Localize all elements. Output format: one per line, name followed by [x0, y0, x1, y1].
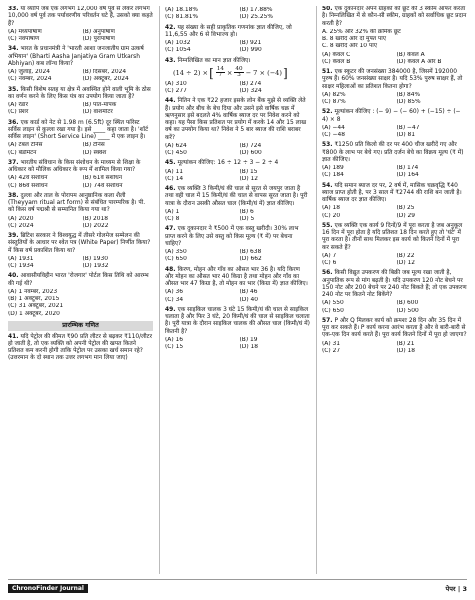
- question: [8, 160, 153, 190]
- question-text-line: [8, 233, 153, 255]
- question: [322, 183, 467, 220]
- answer-option: (B) टेनिस: [82, 142, 105, 149]
- answer-option: (A) 18: [322, 205, 340, 212]
- options-list: [322, 52, 467, 67]
- answer-option: (B) 21: [396, 340, 415, 347]
- question-text-line: [322, 270, 467, 299]
- options-list: [8, 256, 153, 271]
- math-glyph: − 7 × (−4): [245, 68, 282, 77]
- answer-option: (A) 1 नवम्बर, 2023: [8, 288, 58, 295]
- answer-option: (A) मध्यपाषाण: [8, 28, 42, 35]
- answer-option: (C) बैडमिंटन: [8, 149, 37, 156]
- answer-option: (B) 84%: [396, 91, 421, 98]
- options-list: [165, 249, 310, 264]
- question-text: या व्यापि जब एक लगभग 12,000 वर्ष पूर्व से लेकर लगभग 10,000 वर्ष पूर्व तक पर्यावरणीय परिवर्तन घटे हैं, उसको क्या कहते हैं?: [8, 6, 153, 27]
- answer-option: (B) पात-मापक: [82, 102, 117, 108]
- question: [8, 193, 153, 230]
- question-text-line: [322, 223, 467, 252]
- options-list: [165, 81, 310, 96]
- answer-option: (C) 14: [165, 175, 184, 182]
- answer-option: A. 25% और 32% की क्रमिक छूट: [322, 28, 401, 35]
- question: [165, 267, 310, 304]
- options-list: [165, 7, 310, 22]
- question-text: एक स्कूटर की जनसंख्या 384000 है, जिसमें 192000 पुरुष हैं। 60% जनसंख्या साक्षर है। यदि 53% पुरुष साक्षर हैं, तो साक्षर महिलाओं का प्रतिशत कितना होगा?: [322, 69, 463, 90]
- options-list: [322, 341, 467, 356]
- math-glyph: 3: [237, 72, 241, 79]
- question-number: 50.: [322, 6, 333, 12]
- question-number: 47.: [165, 226, 176, 233]
- answer-option: (D) पुरापाषाण: [82, 36, 115, 42]
- question-number: 38.: [8, 192, 19, 199]
- answer-option: (D) 990: [239, 47, 262, 54]
- question-number: 48.: [165, 266, 176, 273]
- answer-option: (D) 500: [396, 307, 419, 314]
- answer-option: (D) केवल A और B: [396, 58, 442, 65]
- answer-option: (C) 27: [322, 347, 341, 354]
- options-list: [8, 216, 153, 231]
- question-text: एक दुकानदार अपने ग्राहकों को छूट की 3 स्कीम ऑफर करता है। निम्नलिखित में से कौन-सी स्कीम, ग्राहकों को सर्वाधिक छूट प्रदान करती है?: [322, 6, 467, 27]
- question-text: नितिन ने एक ₹22 हजार इसके लोन बैंक मुझे से व्यक्ति लेते हैं। प्रयोग और बीच के बेच दिया और उसने इसे वार्षिक चक्र में ऋणनुसार इसे बदलते 4% वार्षिक ब्याज दर पर निवेश करने को कहा। यह पैसा किस प्रतिशत पर प्रयोग में करके 14 और 15 लाख वर्ष का उपयोग किया था? निवेश ने 5 बार ब्याज की राशि बराबर करें?: [165, 98, 307, 141]
- answer-option: (A) 1: [165, 208, 180, 215]
- answer-option: (B) 921: [239, 40, 262, 46]
- options-list: [8, 102, 153, 117]
- question-number: 41.: [8, 333, 19, 340]
- question: [322, 318, 467, 355]
- question-number: 42.: [165, 24, 176, 31]
- answer-option: (D) 12: [239, 175, 259, 182]
- question-text-line: [8, 87, 153, 102]
- answer-option: (A) 2020: [8, 215, 34, 222]
- question-text: मूल्यांकन कीजिए : (− 9) − (− 60) + (−15) ÷ (− 4) × 8: [322, 109, 461, 123]
- question: [8, 120, 153, 157]
- question: [322, 6, 467, 66]
- page-number: पेपर | 3: [445, 584, 467, 593]
- answer-option: (A) 7: [322, 252, 337, 259]
- answer-option: (A) केवल C: [322, 51, 351, 58]
- answer-option: (D) 164: [396, 172, 419, 179]
- question-number: 45.: [165, 160, 176, 167]
- question: [8, 233, 153, 270]
- answer-option: (D) स्क्वैश: [82, 149, 107, 156]
- math-glyph: 14: [216, 65, 224, 72]
- math-glyph: (14 ÷ 2) ×: [173, 68, 209, 77]
- answer-option: (D) 324: [239, 88, 262, 95]
- answer-option: (C) 450: [165, 150, 187, 157]
- answer-option: (B) 724: [239, 142, 262, 149]
- question-text: एक व्यक्ति 3 किमी/घं की चाल से सूरत से जयपुर जाता है तथा वही चाल में 15 किमी/घं की चाल से वापस सूरत जाता है। पूरी यात्रा के दौरान उसकी औसत चाल (किमी/घं में) ज्ञात कीजिए।: [165, 186, 308, 207]
- answer-option: (B) अनुपाषाण: [82, 28, 115, 35]
- question: [165, 7, 310, 22]
- question-number: 54.: [322, 182, 333, 189]
- options-list: [165, 169, 310, 184]
- answer-option: (A) 36: [165, 289, 183, 296]
- answer-option: (D) 1 अक्टूबर, 2020: [8, 310, 60, 317]
- options-list: [322, 125, 467, 140]
- answer-option: (A) 1032: [165, 40, 191, 46]
- question: [165, 307, 310, 352]
- question-text-line: [165, 160, 310, 167]
- answer-option: (A) 42वें संशोधन: [8, 175, 48, 182]
- question: [322, 109, 467, 139]
- question-text: एक साइकिल चालक 3 घंटे 15 किमी/घं की चाल से साइकिल चलाता है और फिर 3 घंटे, 20 किमी/घं की चाल से साइकिल चलाता है। पूरी यात्रा के दौरान साइकिल चालक की औसत चाल (किमी/घं में) कितनी है?: [165, 306, 310, 335]
- answer-option: (C) −48: [322, 132, 346, 138]
- answer-option: (C) 31 अक्टूबर, 2021: [8, 303, 64, 310]
- answer-option: (C) 650: [322, 307, 344, 314]
- answer-option: (B) 19: [239, 336, 258, 343]
- question: [165, 58, 310, 96]
- question: [165, 186, 310, 223]
- answer-option: (C) 2024: [8, 222, 34, 229]
- question: [8, 6, 153, 43]
- answer-option: (B) −47: [396, 124, 420, 131]
- answer-option: (B) केवल A: [396, 51, 425, 58]
- answer-option: (C) प्रेशर: [8, 109, 29, 116]
- question-text-line: [322, 6, 467, 28]
- math-glyph: [: [209, 65, 214, 80]
- question-number: 53.: [322, 142, 333, 149]
- question: [165, 160, 310, 183]
- question-text-line: [165, 25, 310, 40]
- options-list: [8, 142, 153, 157]
- options-list: [322, 253, 467, 268]
- answer-option: (C) 1934: [8, 263, 34, 269]
- question: [322, 69, 467, 106]
- question-number: 34.: [8, 46, 19, 53]
- question-number: 55.: [322, 222, 333, 229]
- math-glyph: ]: [282, 65, 288, 80]
- answer-option: (B) 17.88%: [239, 7, 273, 13]
- answer-option: (D) 12: [396, 260, 416, 266]
- question-text-line: [165, 267, 310, 289]
- question-text: ब्रिटिश सरकार ने विश्वयुद्ध में तीसरे गोलमेज सम्मेलन की संस्तुतियों के आधार पर श्वेत पत्र (White Paper) निर्णीत किया? में किस वर्ष प्रकाशित किया था?: [8, 233, 151, 254]
- answer-option: (A) −44: [322, 124, 345, 131]
- question-text-line: [8, 120, 153, 142]
- answer-option: (D) 18: [239, 344, 259, 351]
- question: [8, 46, 153, 83]
- question: [165, 25, 310, 55]
- options-list: [322, 165, 467, 180]
- question-text-line: [8, 6, 153, 28]
- answer-option: (D) 2022: [82, 222, 109, 229]
- column-middle: [159, 6, 310, 574]
- answer-option: (B) 25: [396, 205, 415, 212]
- answer-option: (B) 1930: [82, 255, 109, 262]
- answer-option: (A) 1931: [8, 255, 34, 262]
- answer-option: (A) 624: [165, 142, 187, 149]
- question: [8, 87, 153, 117]
- answer-option: (C) नवम्बर, 2024: [8, 76, 52, 83]
- answer-option: (D) 662: [239, 256, 262, 263]
- question-text-line: [8, 160, 153, 175]
- answer-option: (C) 15: [165, 344, 184, 351]
- question-text-line: [165, 58, 310, 65]
- answer-option: (B) 46: [239, 289, 258, 296]
- answer-option: (B) दिसंबर, 2024: [82, 69, 127, 75]
- question-text-line: [8, 193, 153, 215]
- answer-option: (A) 18.18%: [165, 7, 198, 13]
- answer-option: (D) 1932: [82, 263, 109, 269]
- question-number: 35.: [8, 86, 19, 93]
- answer-option: (A) 189: [322, 165, 344, 171]
- answer-option: (B) 274: [239, 80, 262, 87]
- answer-option: (C) 87%: [322, 99, 346, 105]
- question-text: एक दुकानदार ने ₹500 में एक वस्तु खरीदी। 30% लाभ प्राप्त करने के लिए उसे वस्तु को किस मूल्य (₹ में) पर बेचना चाहिए?: [165, 226, 299, 247]
- question-text: एक कार्ड को नेट से 1.98 m (6.5ft) दूर स्थित फॉरेस्ट सर्विस लाइन से कुल्ला रखा गया है। इसे ____ कहा जाता है। 'शॉर्ट सर्विस लाइन' (Short Service Line) ____ में एक लाइन है।: [8, 119, 149, 140]
- answer-option: (C) 1054: [165, 47, 191, 54]
- answer-option: (A) टेबल टेनिस: [8, 142, 43, 149]
- options-list: [322, 92, 467, 107]
- answer-option: (B) 22: [396, 252, 415, 259]
- question-number: 37.: [8, 159, 19, 166]
- answer-option: (B) 6: [239, 208, 254, 215]
- question: [322, 223, 467, 268]
- answer-option: (C) 184: [322, 172, 344, 179]
- question-text: भारत के प्रधानमंत्री ने 'भारती आशा जनजातीय ग्राम उत्कर्ष अभियान' (Bharti Aasha Janjatiya Gram Utkarsh Abhiyan) कब लॉन्च किया?: [8, 46, 144, 67]
- column-left: [8, 6, 153, 574]
- question-text: भारतीय संविधान के किस संशोधन के माध्यम से शिक्षा के अधिकार को मौलिक अधिकार के रूप में शामिल किया गया?: [8, 159, 141, 173]
- math-glyph: ×: [226, 68, 233, 77]
- question: [165, 98, 310, 157]
- question-text-line: [165, 186, 310, 208]
- question-text: P और Q मिलकर कार्य को क्रमशः 28 दिन और 35 दिन में पूरा कर सकते हैं। P कार्य करना आरंभ करता है और वे बारी-बारी से एक-एक दिन कार्य करते हैं। पूरा कार्य कितने दिनों में पूरा हो जाएगा?: [322, 317, 467, 339]
- answer-option: (B) 15: [239, 168, 258, 175]
- question-text: आवासीयविहीन भारत 'रोजगार' पोर्टल किस तिथि को आरम्भ की गई थी?: [8, 273, 149, 287]
- options-list: [165, 40, 310, 55]
- answer-option: (A) 550: [322, 300, 344, 307]
- answer-option: (C) 8: [165, 216, 180, 223]
- question-text-line: [322, 183, 467, 205]
- question-text-line: [165, 226, 310, 248]
- question-text: निम्नलिखित का मान ज्ञात कीजिए।: [177, 57, 251, 64]
- math-glyph: 7: [218, 72, 223, 79]
- question-number: 56.: [322, 270, 333, 277]
- column-right: [316, 6, 467, 574]
- question-text: यदि समान ब्याज दर पर, 2 वर्ष में, मासिक चक्रवृद्धि ₹40 ब्याज प्राप्त होती है, पर 3 साल में ₹2744 की राशि बन जाती है। वार्षिक ब्याज दर ज्ञात कीजिए।: [322, 182, 462, 203]
- question: [322, 270, 467, 315]
- answer-option: (D) 74वें संशोधन: [82, 182, 123, 189]
- section-heading: प्रारम्भिक गणित: [8, 321, 153, 331]
- answer-option: (D) 18: [396, 347, 416, 354]
- answer-option: (D) 25.25%: [239, 14, 273, 21]
- options-list: [165, 143, 310, 158]
- math-glyph: 40: [235, 65, 243, 72]
- answer-option: (C) 6: [322, 260, 337, 266]
- answer-option: (A) 16: [165, 336, 183, 343]
- question-number: 40.: [8, 273, 19, 280]
- answer-option: (D) अक्टूबर, 2024: [82, 76, 129, 83]
- page-footer: [8, 579, 467, 596]
- question-number: 46.: [165, 186, 176, 193]
- question-text: दुल्ला और ताल के पोरापम आनुष्ठानिक कला शैली (Theyyam ritual art form) से संबंधित पारम्परिक है। पी. को किस वर्ष पद्मश्री से सम्मानित किया गया था?: [8, 192, 146, 214]
- question-text-line: [322, 69, 467, 91]
- answer-option: (C) केवल B: [322, 58, 351, 65]
- question-number: 43.: [165, 57, 176, 64]
- answer-option: B. 8 खरीदें और दो मुफ्त पाएं: [322, 36, 387, 42]
- answer-option: (D) 81: [396, 132, 416, 138]
- columns: [8, 6, 467, 574]
- options-list: [322, 29, 467, 51]
- question: [8, 273, 153, 318]
- question-text-line: [8, 334, 153, 363]
- options-list: [322, 300, 467, 315]
- question: [8, 334, 153, 363]
- math-expression: [173, 67, 310, 79]
- options-list: [8, 29, 153, 44]
- question-text-line: [322, 318, 467, 340]
- math-glyph: [234, 67, 243, 79]
- question-text: यह संख्या के सही प्राकृतिक गणनांक ज्ञात कीजिए, जो 11,6,55 और 6 से विभाज्य हो।: [165, 24, 292, 38]
- answer-option: (C) 81.81%: [165, 14, 199, 21]
- options-list: [8, 69, 153, 84]
- options-list: [8, 289, 153, 318]
- footer-brand: ChronoFinder Journal: [8, 584, 88, 593]
- answer-option: (A) जुलाई, 2024: [8, 69, 51, 75]
- answer-option: (C) 20: [322, 212, 341, 219]
- question-text: किसी विद्युत उपकरण की बिक्री जब मूल्य रखा जाती है, अनुपातिक रूप से मांग बढ़ती है। यदि उपकरण 120 नोट बेचने पर 150 नोट और 200 बेचने पर 240 नोट बिकते हैं; तो एक उपकरण 240 नोट पर कितने नोट बिकेंगे?: [322, 270, 467, 298]
- answer-option: (B) 638: [239, 249, 262, 256]
- question-text: मूल्यांकन कीजिए: 16 ÷ 12 ÷ 3 − 2 ÷ 4: [177, 160, 279, 167]
- answer-option: (A) 31: [322, 340, 340, 347]
- answer-option: (D) 29: [396, 212, 416, 219]
- options-list: [322, 205, 467, 220]
- question-number: 49.: [165, 306, 176, 313]
- question-text: किरण, मोहन और गाँव का औसत भार 36 है। यदि किरण और मोहन का औसत भार 40 किग्रा है तथा मोहन और गाँव का औसत भार 47 किग्रा है, तो मोहन का भार (किग्रा में) ज्ञात कीजिए।: [165, 266, 308, 288]
- answer-option: (C) नवपाषाण: [8, 36, 40, 42]
- answer-option: (D) 40: [239, 296, 259, 303]
- answer-option: (C) 277: [165, 88, 187, 95]
- question-number: 44.: [165, 98, 176, 105]
- question-number: 39.: [8, 233, 19, 239]
- answer-option: (C) 650: [165, 256, 187, 263]
- options-list: [165, 209, 310, 224]
- answer-option: (B) 1 अक्टूबर, 2015: [8, 296, 60, 302]
- answer-option: (A) रेडार: [8, 102, 28, 108]
- answer-option: (D) वाशमीटर: [82, 109, 113, 116]
- answer-option: (B) 600: [396, 300, 419, 307]
- question-text: किसी विशेष सतह या क्षेत्र में अवस्थित होने वाली भूमि के ठोस का वर्णन करने के लिए किस यंत्र का उपयोग किया जाता है?: [8, 86, 151, 100]
- question: [322, 142, 467, 179]
- answer-option: (B) 61वें संशोधन: [82, 175, 123, 182]
- question-number: 51.: [322, 69, 333, 75]
- question-text: एक व्यक्ति एक कार्य 9 दिनों/9 में पूरा करता है जब अनुकूल 16 दिन में पूरा होता है यदि प्रतिशत 18 दिन करते हुए तो 'घंटे' में पूरा करता है। तीनों साथ मिलकर इस कार्य को कितने दिनों में पूरा कर सकते हैं?: [322, 222, 463, 251]
- question-text-line: [322, 109, 467, 124]
- question-text-line: [165, 307, 310, 336]
- answer-option: (A) 310: [165, 80, 187, 87]
- question-text: ₹1250 प्रति किलो की दर पर 400 चीज खरीदें गए और ₹800 के लाभ पर बेचे गए। प्रति दर्जन बेचे का विक्रय मूल्य (₹ में) ज्ञात कीजिए।: [322, 142, 464, 163]
- question-text-line: [165, 98, 310, 142]
- question-text-line: [8, 46, 153, 68]
- question-text: यदि पेट्रोल की कीमत ₹90 प्रति लीटर से बढ़कर ₹110/लीटर हो जाती है, तो एक व्यक्ति को अपनी पेट्रोल की खपत कितने प्रतिशत कम करनी होगी ताकि पेट्रोल पर उसका खर्च समान रहे? (उत्तरमान के दो स्थान तक उत्तर लगभग मान लिया जाए): [8, 333, 153, 362]
- answer-option: (A) 350: [165, 249, 187, 256]
- options-list: [165, 289, 310, 304]
- answer-option: (D) 5: [239, 216, 255, 223]
- question-number: 33.: [8, 6, 19, 12]
- answer-option: (D) 85%: [396, 99, 421, 105]
- answer-option: (B) 2018: [82, 215, 109, 222]
- question-number: 57.: [322, 317, 333, 324]
- options-list: [8, 175, 153, 190]
- question-text-line: [322, 142, 467, 164]
- answer-option: C. 8 खरीदें और 10 पाएं: [322, 43, 378, 50]
- question: [165, 226, 310, 263]
- answer-option: (A) 11: [165, 168, 183, 175]
- answer-option: (B) 174: [396, 165, 419, 171]
- answer-option: (A) 82%: [322, 91, 346, 98]
- question-text-line: [8, 273, 153, 288]
- answer-option: (C) 34: [165, 296, 184, 303]
- answer-option: (D) 600: [239, 150, 262, 157]
- question-number: 36.: [8, 119, 19, 126]
- answer-option: (C) 86वें संशोधन: [8, 182, 48, 189]
- question-number: 52.: [322, 109, 333, 116]
- math-glyph: [216, 67, 225, 79]
- options-list: [165, 337, 310, 352]
